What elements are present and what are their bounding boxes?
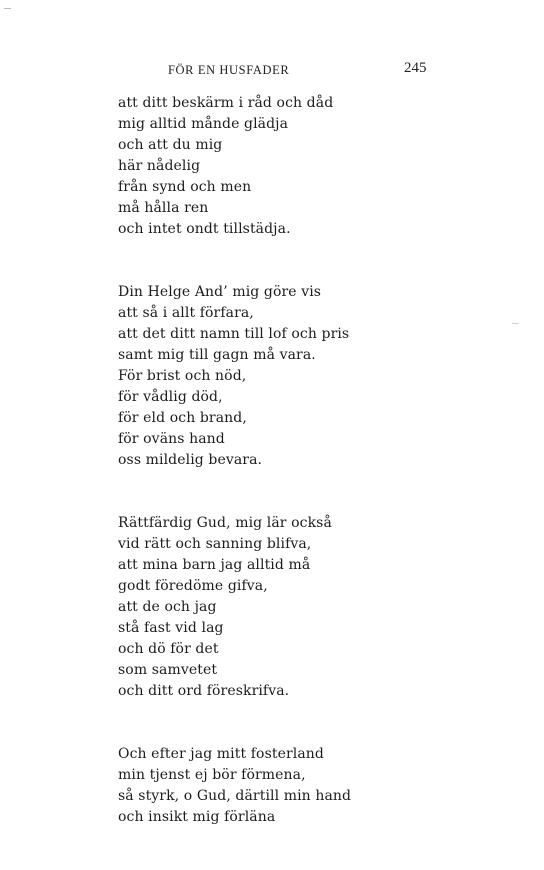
poem-line: och ditt ord föreskrifva.	[118, 683, 290, 699]
poem-line: Din Helge And’ mig göre vis	[118, 284, 322, 300]
poem-line: att det ditt namn till lof och pris	[118, 326, 350, 342]
poem-line: att ditt beskärm i råd och dåd	[118, 95, 334, 111]
poem-line: som samvetet	[118, 662, 218, 678]
poem-line: från synd och men	[118, 179, 252, 195]
page-number: 245	[404, 60, 427, 76]
poem-line: så styrk, o Gud, därtill min hand	[118, 788, 352, 804]
poem-line: vid rätt och sanning blifva,	[118, 536, 312, 552]
poem-line: samt mig till gagn må vara.	[118, 347, 316, 363]
poem-line: för vådlig död,	[118, 389, 223, 405]
poem-line: Och efter jag mitt fosterland	[118, 746, 324, 762]
poem-line: Rättfärdig Gud, mig lär också	[118, 515, 332, 531]
poem-line: oss mildelig bevara.	[118, 452, 263, 468]
poem-line: må hålla ren	[118, 200, 209, 216]
poem-line: För brist och nöd,	[118, 368, 247, 384]
poem-line: och att du mig	[118, 137, 223, 153]
poem-line: att de och jag	[118, 599, 217, 615]
stanza-1	[118, 93, 518, 240]
poem-line: stå fast vid lag	[118, 620, 224, 636]
poem-line: min tjenst ej bör förmena,	[118, 767, 306, 783]
poem-line: godt föredöme gifva,	[118, 578, 268, 594]
poem-line: och insikt mig förläna	[118, 809, 276, 825]
poem-line: att så i allt förfara,	[118, 305, 254, 321]
poem-line: för eld och brand,	[118, 410, 247, 426]
poem-body	[118, 93, 518, 870]
poem-line: att mina barn jag alltid må	[118, 557, 311, 573]
margin-mark	[4, 8, 11, 9]
stanza-3	[118, 513, 518, 702]
poem-line: mig alltid månde glädja	[118, 116, 289, 132]
stanza-4	[118, 744, 518, 828]
stanza-2	[118, 282, 518, 471]
poem-line: för oväns hand	[118, 431, 225, 447]
poem-line: här nådelig	[118, 158, 201, 174]
running-head: FÖR EN HUSFADER	[168, 63, 290, 77]
poem-line: och dö för det	[118, 641, 219, 657]
poem-line: och intet ondt tillstädja.	[118, 221, 291, 237]
